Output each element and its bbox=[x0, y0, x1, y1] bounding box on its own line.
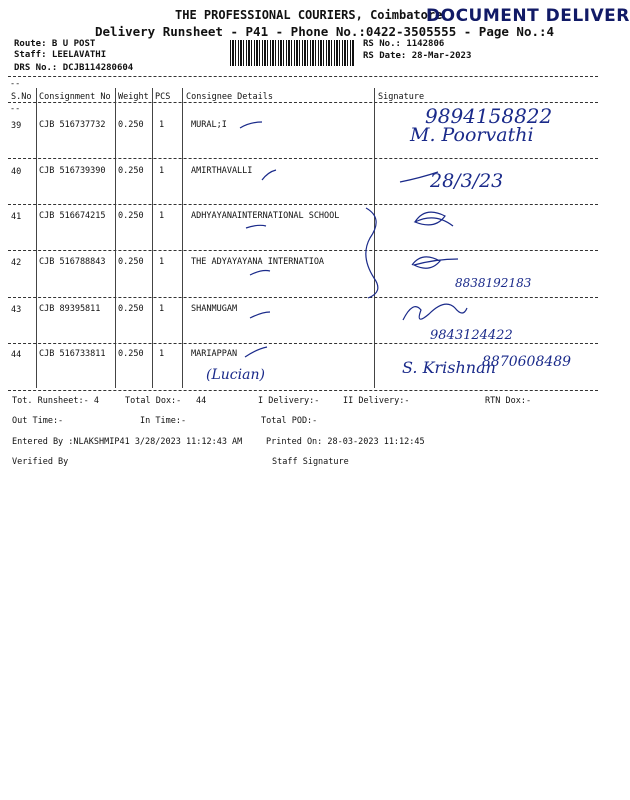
rtn-dox: RTN Dox:- bbox=[485, 396, 532, 406]
row-consignment: CJB 516788843 bbox=[39, 257, 106, 267]
row-weight: 0.250 bbox=[118, 211, 144, 221]
row-weight: 0.250 bbox=[118, 304, 144, 314]
row-consignment: CJB 516733811 bbox=[39, 349, 106, 359]
handwritten-date: 28/3/23 bbox=[430, 170, 504, 192]
row-consignee: THE ADYAYAYANA INTERNATIOA bbox=[191, 257, 325, 267]
col-weight: Weight bbox=[118, 92, 149, 102]
row-sno: 43 bbox=[11, 305, 22, 315]
row-pcs: 1 bbox=[159, 304, 165, 314]
row-consignee: MARIAPPAN bbox=[191, 349, 238, 359]
rs-number: RS No.: 1142806 bbox=[363, 39, 445, 49]
row-sno: 42 bbox=[11, 258, 22, 268]
handwritten-note: (Lucian) bbox=[206, 367, 265, 383]
row-sno: 41 bbox=[11, 212, 22, 222]
row-consignee: SHANMUGAM bbox=[191, 304, 238, 314]
col-signature: Signature bbox=[378, 92, 425, 102]
handwritten-phone: 8870608489 bbox=[482, 354, 572, 370]
total-pod: Total POD:- bbox=[261, 416, 318, 426]
row-weight: 0.250 bbox=[118, 166, 144, 176]
row-pcs: 1 bbox=[159, 211, 165, 221]
total-dox-value: 44 bbox=[196, 396, 207, 406]
ii-delivery: II Delivery:- bbox=[343, 396, 410, 406]
document-delivery-stamp: DOCUMENT DELIVER bbox=[426, 6, 630, 26]
row-consignment: CJB 516737732 bbox=[39, 120, 106, 130]
row-sno: 40 bbox=[11, 167, 22, 177]
handwritten-name: M. Poorvathi bbox=[410, 124, 534, 146]
row-pcs: 1 bbox=[159, 257, 165, 267]
route-label: Route: B U POST bbox=[14, 39, 96, 49]
col-sno: S.No bbox=[11, 92, 32, 102]
row-sno: 39 bbox=[11, 121, 22, 131]
dash-mark: -- bbox=[10, 104, 21, 114]
handwritten-phone: 9843124422 bbox=[430, 328, 513, 343]
handwritten-phone: 8838192183 bbox=[455, 276, 532, 290]
tot-runsheet: Tot. Runsheet:- 4 bbox=[12, 396, 99, 406]
dash-mark: -- bbox=[10, 79, 21, 89]
row-consignee: AMIRTHAVALLI bbox=[191, 166, 253, 176]
row-consignee: MURAL;I bbox=[191, 120, 227, 130]
col-consignee: Consignee Details bbox=[186, 92, 273, 102]
row-weight: 0.250 bbox=[118, 120, 144, 130]
row-pcs: 1 bbox=[159, 349, 165, 359]
row-pcs: 1 bbox=[159, 166, 165, 176]
in-time: In Time:- bbox=[140, 416, 187, 426]
runsheet-title: Delivery Runsheet - P41 - Phone No.:0422-3505555 - Page No.:4 bbox=[95, 24, 555, 39]
i-delivery: I Delivery:- bbox=[258, 396, 320, 406]
staff-signature-label: Staff Signature bbox=[272, 457, 349, 467]
handwritten-phone: 9894158822 bbox=[425, 104, 553, 128]
row-consignment: CJB 516674215 bbox=[39, 211, 106, 221]
entered-by: Entered By :NLAKSHMIP41 3/28/2023 11:12:43 AM bbox=[12, 437, 243, 447]
row-consignee: ADHYAYANAINTERNATIONAL SCHOOL bbox=[191, 211, 340, 221]
handwritten-name: S. Krishnan bbox=[402, 358, 496, 377]
row-sno: 44 bbox=[11, 350, 22, 360]
row-consignment: CJB 516739390 bbox=[39, 166, 106, 176]
printed-on: Printed On: 28-03-2023 11:12:45 bbox=[266, 437, 425, 447]
total-dox-label: Total Dox:- bbox=[125, 396, 182, 406]
row-pcs: 1 bbox=[159, 120, 165, 130]
out-time: Out Time:- bbox=[12, 416, 64, 426]
col-pcs: PCS bbox=[155, 92, 171, 102]
staff-label: Staff: LEELAVATHI bbox=[14, 50, 107, 60]
verified-by: Verified By bbox=[12, 457, 69, 467]
company-name: THE PROFESSIONAL COURIERS, Coimbatore bbox=[175, 8, 443, 22]
row-weight: 0.250 bbox=[118, 257, 144, 267]
row-weight: 0.250 bbox=[118, 349, 144, 359]
row-consignment: CJB 89395811 bbox=[39, 304, 101, 314]
rs-date: RS Date: 28-Mar-2023 bbox=[363, 51, 472, 61]
drs-number: DRS No.: DCJB114280604 bbox=[14, 63, 134, 73]
col-consignment: Consignment No bbox=[39, 92, 111, 102]
